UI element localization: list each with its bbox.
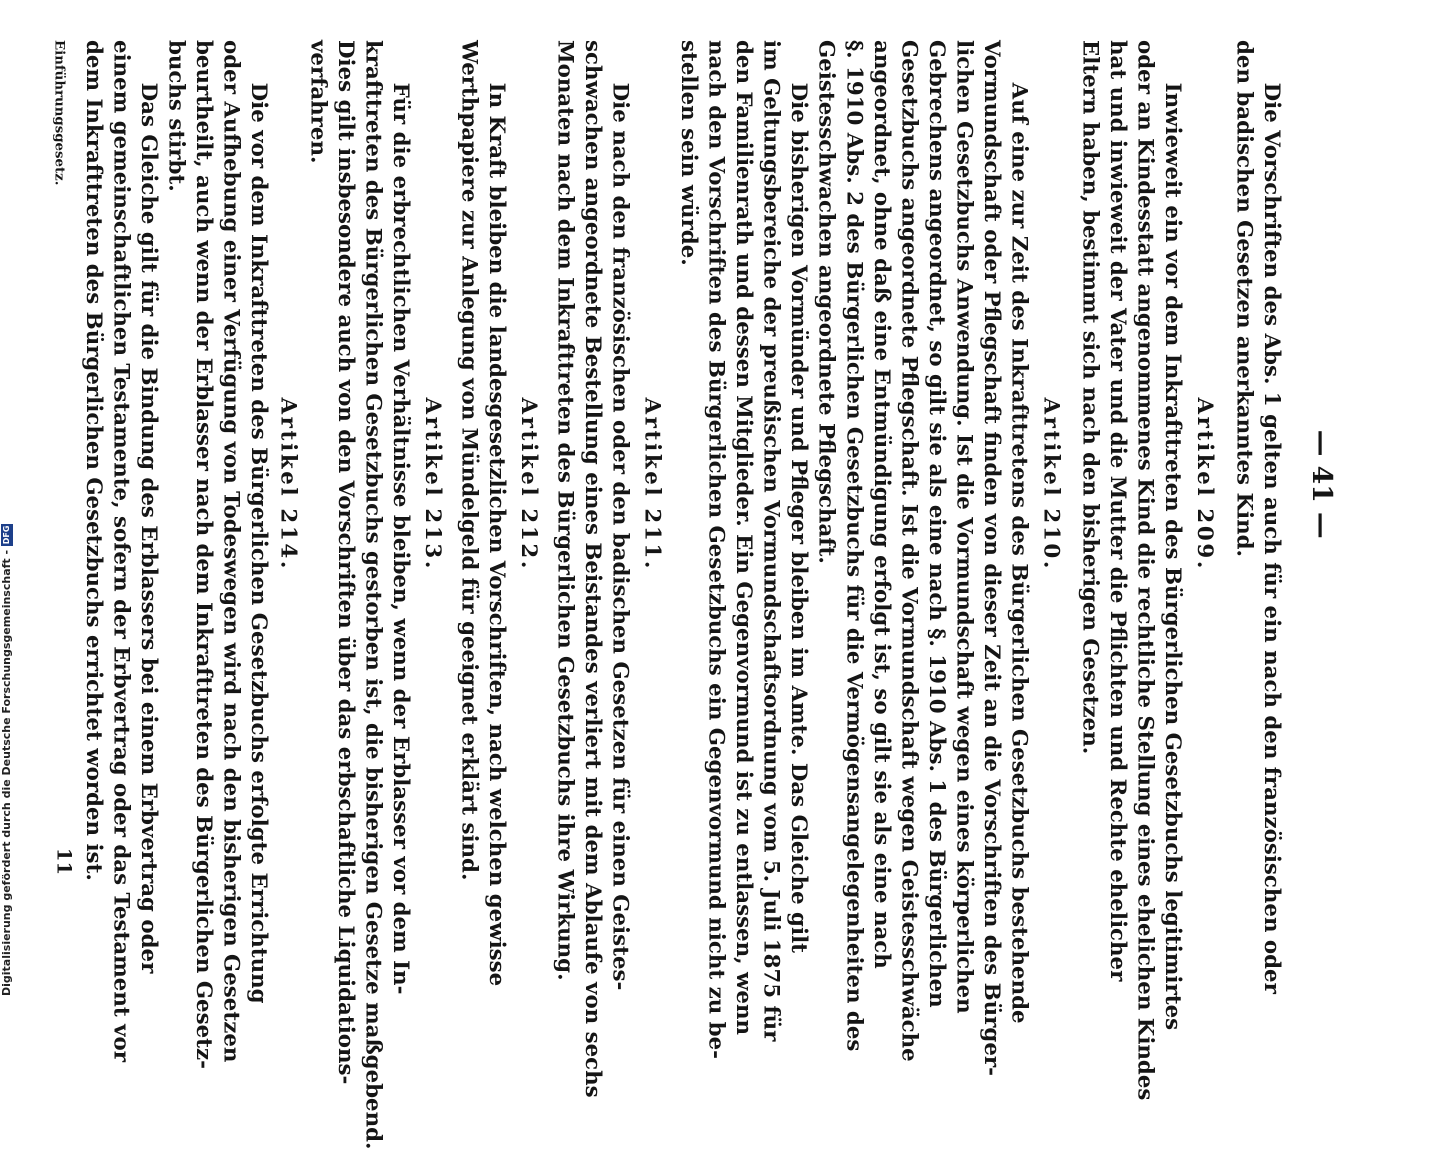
page-number: — 41 — (1305, 429, 1337, 539)
text-line: oder an Kindesstatt angenommenes Kind die rechtliche Stellung eines ehelichen Kindes (1133, 40, 1160, 1101)
text-line: einem gemeinschaftlichen Testamente, sofern der Erbvertrag oder das Testament vor (108, 40, 135, 1062)
text-line: Dies gilt insbesondere auch von den Vorschriften über das erbschaftliche Liquidations- (333, 40, 360, 1085)
text-line: angeordnet, ohne daß eine Entmündigung erfolgt ist, so gilt sie als eine nach (869, 40, 896, 969)
text-line: buchs stirbt. (164, 40, 190, 192)
text-line: Eltern haben, bestimmt sich nach den bisherigen Gesetzen. (1078, 40, 1105, 755)
text-line: Geistesschwachen angeordnete Pflegschaft. (814, 40, 841, 564)
text-line: Die bisherigen Vormünder und Pfleger bleiben im Amte. Das Gleiche gilt (786, 82, 813, 954)
text-line: dem Inkrafttreten des Bürgerlichen Gesetzbuchs errichtet worden ist. (81, 40, 108, 881)
text-line: Auf eine zur Zeit des Inkrafttretens des Bürgerlichen Gesetzbuchs bestehende (1007, 82, 1033, 1024)
article-heading: Artikel 213. (420, 397, 447, 571)
text-line: den Familienrath und dessen Mitglieder. Ein Gegenvormund ist zu entlassen, wenn (731, 40, 758, 1035)
article-heading: Artikel 214. (275, 397, 302, 571)
dfg-logo: DFG (1, 525, 11, 545)
text-line: oder Aufhebung einer Verfügung von Todeswegen wird nach den bisherigen Gesetzen (219, 40, 245, 1063)
text-line: Inwieweit ein vor dem Inkrafttreten des Bürgerlichen Gesetzbuchs legitimirtes (1160, 82, 1187, 1031)
text-line: Vormundschaft oder Pflegschaft finden von dieser Zeit an die Vorschriften des Bürger- (979, 40, 1006, 1076)
text-line: Die Vorschriften des Abs. 1 gelten auch für ein nach den französischen oder (1259, 82, 1286, 994)
text-line: beurtheilt, auch wenn der Erblasser nach dem Inkrafttreten des Bürgerlichen Gesetz- (191, 40, 218, 1069)
text-line: Für die erbrechtlichen Verhältnisse bleiben, wenn der Erblasser vor dem In- (388, 82, 415, 995)
text-line: nach den Vorschriften des Bürgerlichen Gesetzbuchs ein Gegenvormund nicht zu be- (704, 40, 730, 1059)
text-line: schwachen angeordnete Bestellung eines Beistandes verliert mit dem Ablaufe von sechs (580, 40, 607, 1098)
text-line: Gesetzbuchs angeordnete Pflegschaft. Ist die Vormundschaft wegen Geistesschwäche (897, 40, 923, 1062)
text-line: verfahren. (306, 40, 332, 164)
article-heading: Artikel 212. (516, 397, 543, 571)
text-line: §. 1910 Abs. 2 des Bürgerlichen Gesetzbuchs für die Vermögensangelegenheiten des (841, 40, 868, 1052)
text-line: hat und inwieweit der Vater und die Mutter die Pflichten und Rechte ehelicher (1105, 40, 1132, 982)
article-heading: Artikel 211. (640, 397, 667, 571)
text-line: Werthpapiere zur Anlegung von Mündelgeld für geeignet erklärt sind. (457, 40, 483, 881)
text-line: Das Gleiche gilt für die Bindung des Erblassers bei einem Erbvertrag oder (136, 82, 163, 974)
article-heading: Artikel 209. (1192, 397, 1219, 571)
article-heading: Artikel 210. (1039, 397, 1065, 571)
text-line: stellen sein würde. (676, 40, 703, 266)
text-line: Die vor dem Inkrafttreten des Bürgerlichen Gesetzbuchs erfolgte Errichtung (246, 82, 273, 1004)
text-line: den badischen Gesetzen anerkanntes Kind. (1231, 40, 1258, 557)
text-line: Gebrechens angeordnet, so gilt sie als eine nach §. 1910 Abs. 1 des Bürgerlichen (924, 40, 951, 1008)
page-content-rotated (45, 40, 1337, 1149)
credit-text: Digitalisierung gefördert durch die Deutsche Forschungsgemeinschaft - (0, 549, 13, 996)
text-line: In Kraft bleiben die landesgesetzlichen Vorschriften, nach welchen gewisse (484, 82, 511, 987)
text-line: im Geltungsbereiche der preußischen Vormundschaftsordnung vom 5. Juli 1875 für (759, 40, 786, 1042)
digitization-credit (0, 524, 13, 996)
text-line: krafttreten des Bürgerlichen Gesetzbuchs gestorben ist, die bisherigen Gesetze maßgebend. (361, 40, 388, 1149)
text-line: Monaten nach dem Inkrafttreten des Bürgerlichen Gesetzbuchs ihre Wirkung. (553, 40, 579, 981)
footer-left-label: Einführungsgesetz. (52, 40, 69, 186)
text-line: lichen Gesetzbuchs Anwendung. Ist die Vormundschaft wegen eines körperlichen (952, 40, 978, 1014)
text-line: Die nach den französischen oder den badischen Gesetzen für einen Geistes- (608, 82, 635, 991)
signature-mark: 11 (52, 847, 76, 876)
